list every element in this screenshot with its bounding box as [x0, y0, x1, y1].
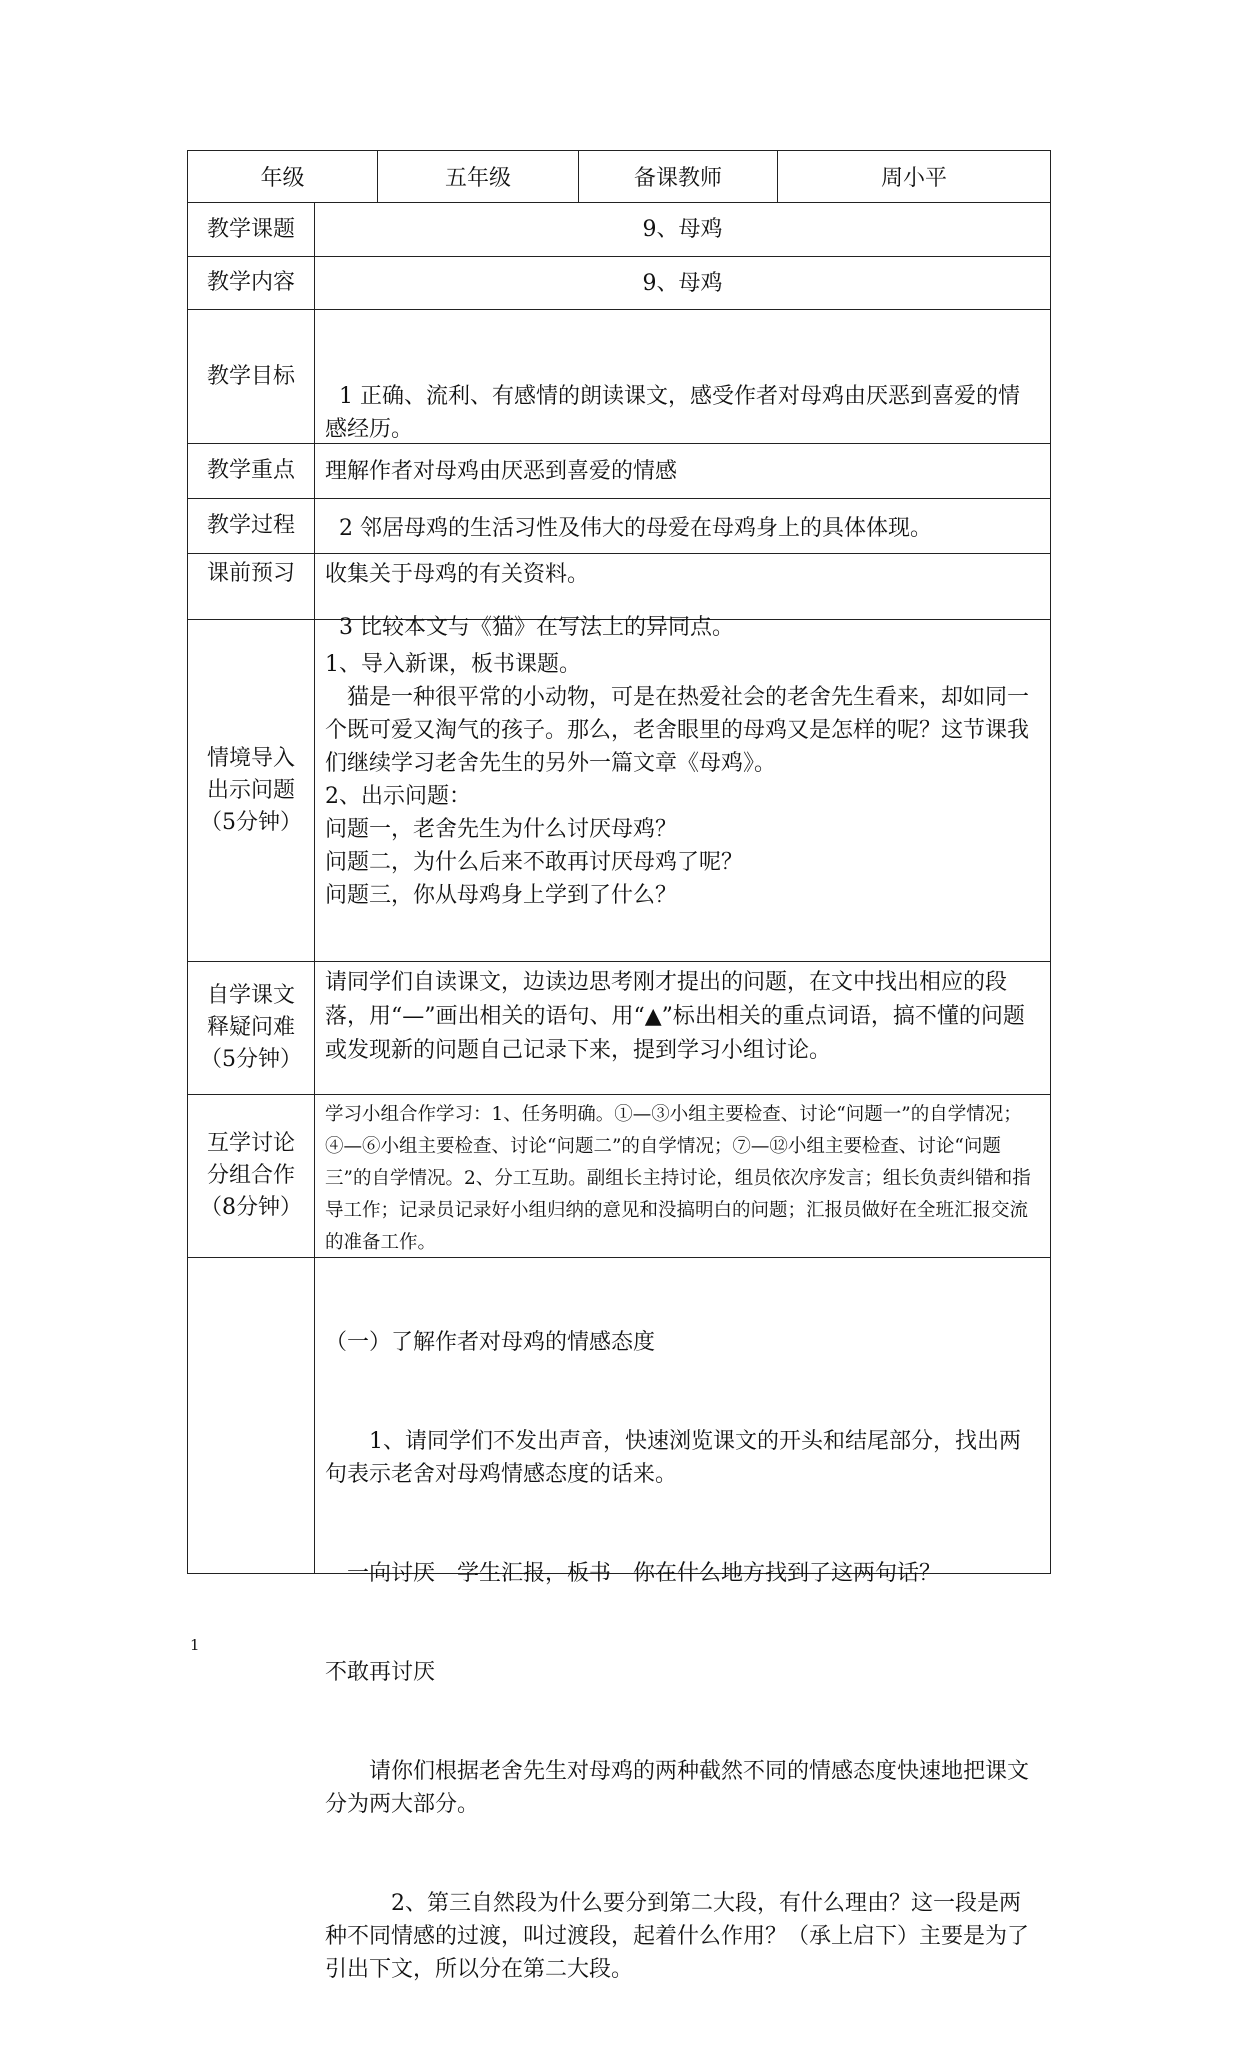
process-row	[187, 499, 1051, 554]
group-label-line-3: （8分钟）	[200, 1195, 302, 1220]
goal-line-3: 3 比较本文与《猫》在写法上的异同点。	[325, 615, 734, 640]
goal-line-2: 2 邻居母鸡的生活习性及伟大的母爱在母鸡身上的具体体现。	[325, 516, 932, 541]
self-study-label	[188, 962, 315, 1094]
self-study-label-line-2: 释疑问难	[206, 1015, 295, 1040]
key-label: 教学重点	[188, 444, 315, 498]
grade-label: 年级	[188, 151, 378, 202]
analysis-line-1: （一）了解作者对母鸡的情感态度	[325, 1330, 656, 1355]
analysis-line-6: 2、第三自然段为什么要分到第二大段，有什么理由？这一段是两种不同情感的过渡，叫过渡段，起着什么作用？（承上启下）主要是为了引出下文，所以分在第二大段。	[325, 1891, 1030, 1982]
intro-line-5: 问题二，为什么后来不敢再讨厌母鸡了呢？	[325, 850, 744, 875]
preview-row	[187, 554, 1051, 620]
analysis-line-2: 1、请同学们不发出声音，快速浏览课文的开头和结尾部分，找出两句表示老舍对母鸡情感态度的话来。	[325, 1429, 1021, 1487]
grade-value: 五年级	[378, 151, 579, 202]
key-value: 理解作者对母鸡由厌恶到喜爱的情感	[325, 458, 678, 484]
goal-line-1: 1 正确、流利、有感情的朗读课文，感受作者对母鸡由厌恶到喜爱的情感经历。	[325, 384, 1020, 442]
content-value: 9、母鸡	[642, 270, 723, 296]
intro-label	[188, 620, 315, 961]
analysis-label	[188, 1258, 315, 1573]
self-study-text: 请同学们自读课文，边读边思考刚才提出的问题，在文中找出相应的段落，用“—”画出相关的语句、用“▲”标出相关的重点词语，搞不懂的问题或发现新的问题自己记录下来，提到学习小组讨论。	[325, 970, 1025, 1063]
analysis-row	[187, 1258, 1051, 1982]
analysis-text	[315, 1258, 1050, 1982]
intro-line-3: 2、出示问题：	[325, 784, 471, 809]
content-label: 教学内容	[188, 257, 315, 309]
preview-value: 收集关于母鸡的有关资料。	[325, 562, 590, 587]
group-label-line-2: 分组合作	[206, 1163, 295, 1188]
content-row	[187, 257, 1051, 310]
key-row	[187, 444, 1051, 499]
process-value	[315, 499, 1050, 553]
goals-label: 教学目标	[188, 310, 315, 443]
intro-label-line-1: 情境导入	[206, 745, 295, 771]
topic-value: 9、母鸡	[642, 217, 723, 242]
teacher-label: 备课教师	[579, 151, 778, 202]
header-row	[187, 150, 1051, 203]
topic-label: 教学课题	[188, 203, 315, 256]
intro-row	[187, 620, 1051, 962]
self-study-label-line-1: 自学课文	[206, 983, 295, 1008]
analysis-line-3: 一向讨厌 学生汇报，板书 你在什么地方找到了这两句话？	[325, 1561, 942, 1586]
self-study-row	[187, 962, 1051, 1095]
process-label: 教学过程	[188, 499, 315, 553]
intro-line-4: 问题一，老舍先生为什么讨厌母鸡？	[325, 817, 678, 842]
group-row	[187, 1095, 1051, 1258]
intro-label-line-3: （5分钟）	[200, 809, 302, 835]
self-study-label-line-3: （5分钟）	[200, 1047, 302, 1072]
lesson-plan-table	[187, 150, 1051, 1982]
topic-row	[187, 203, 1051, 257]
page-number: 1	[190, 1636, 200, 1654]
intro-line-2: 猫是一种很平常的小动物，可是在热爱社会的老舍先生看来，却如同一个既可爱又淘气的孩子。那么，老舍眼里的母鸡又是怎样的呢？这节课我们继续学习老舍先生的另外一篇文章《母鸡》。	[325, 685, 1030, 776]
group-label	[188, 1095, 315, 1257]
group-label-line-1: 互学讨论	[206, 1131, 295, 1156]
intro-line-6: 问题三，你从母鸡身上学到了什么？	[325, 883, 678, 908]
group-text: 学习小组合作学习：1、任务明确。①—③小组主要检查、讨论“问题一”的自学情况；④—⑥小组主要检查、讨论“问题二”的自学情况；⑦—⑫小组主要检查、讨论“问题三”的自学情况。2、分工互助。副组长主持讨论，组员依次序发言；组长负责纠错和指导工作；记录员记录好小组归纳的意见和没搞明白的问题；汇报员做好在全班汇报交流的准备工作。	[325, 1104, 1031, 1253]
teacher-value: 周小平	[880, 166, 947, 191]
analysis-line-5: 请你们根据老舍先生对母鸡的两种截然不同的情感态度快速地把课文分为两大部分。	[325, 1759, 1030, 1817]
analysis-line-4: 不敢再讨厌	[325, 1660, 436, 1685]
intro-line-1: 1、导入新课，板书课题。	[325, 652, 581, 677]
intro-text	[315, 620, 1050, 961]
preview-label: 课前预习	[188, 554, 315, 619]
intro-label-line-2: 出示问题	[206, 777, 295, 803]
